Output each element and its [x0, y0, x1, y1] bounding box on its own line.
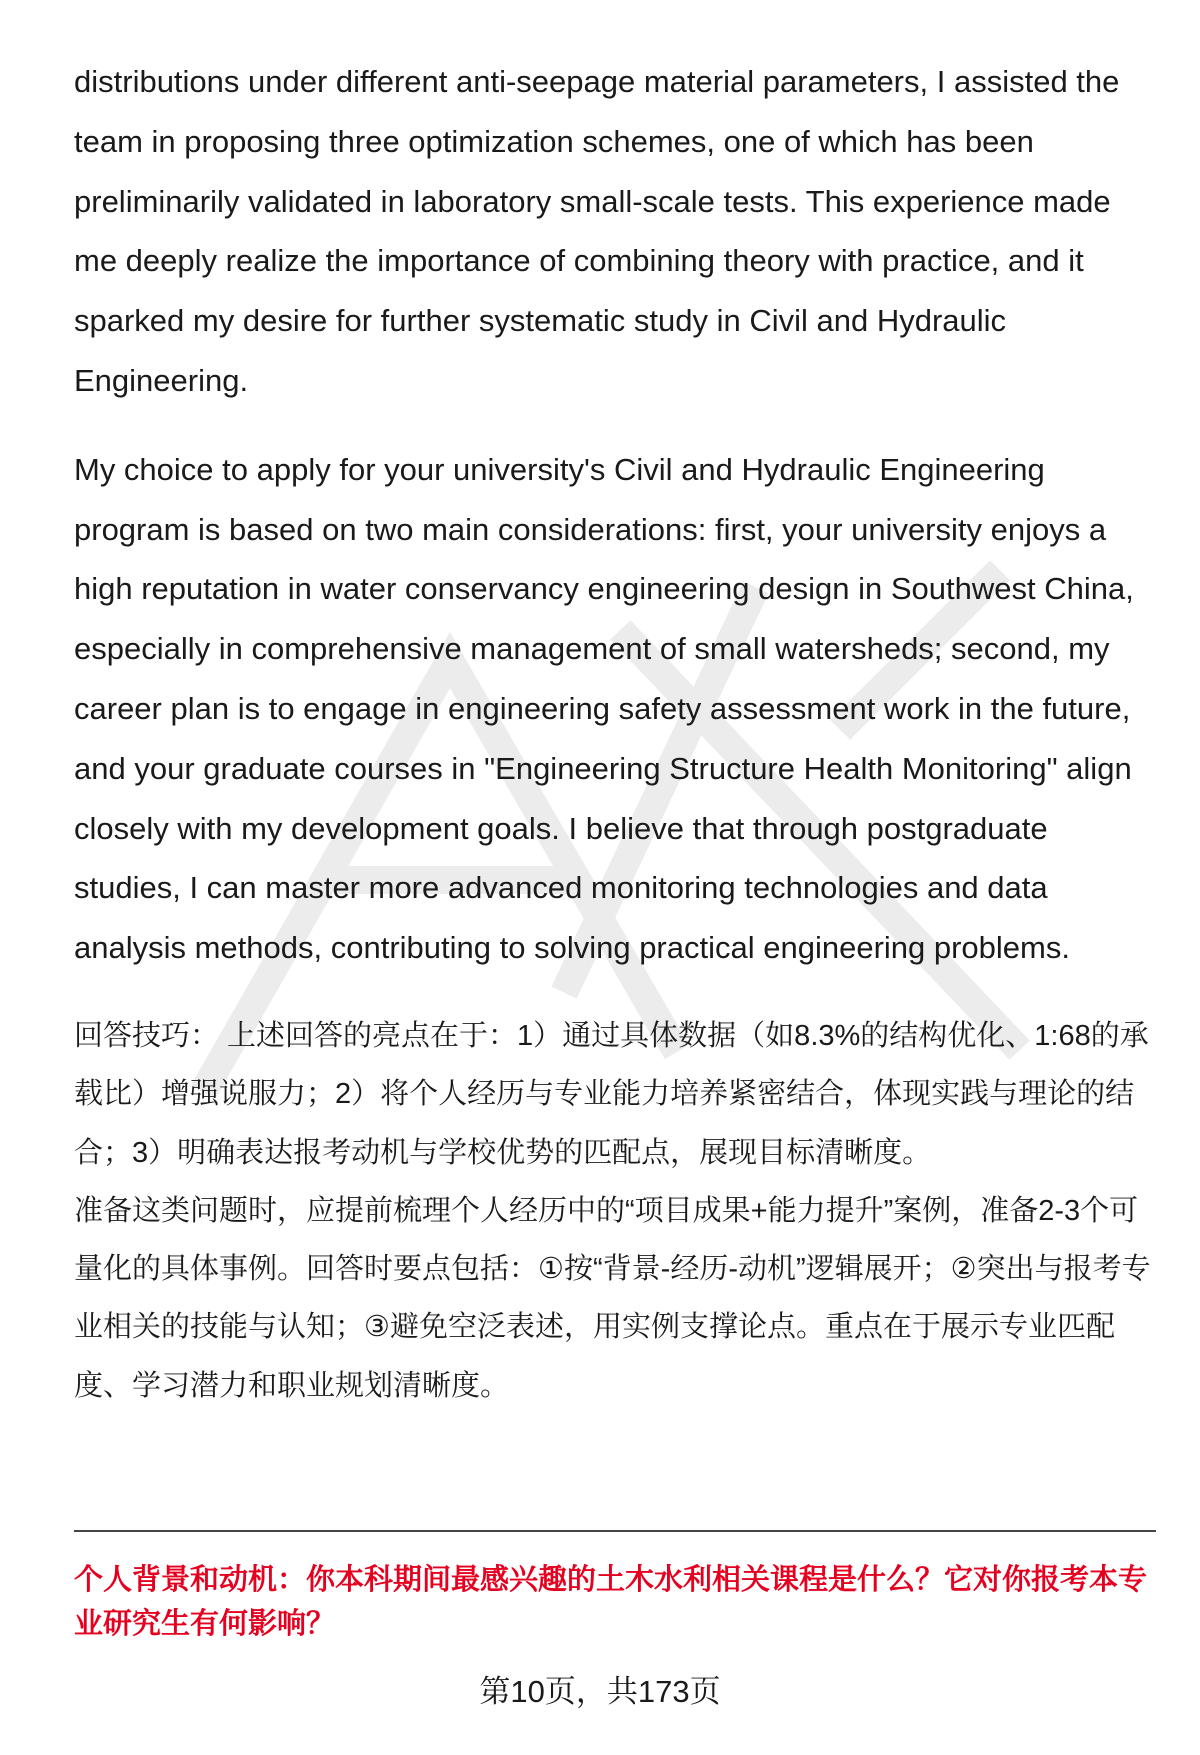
answer-paragraph-2: My choice to apply for your university's Civil and Hydraulic Engineering program is based on two main considerations: first, your university enjoys a high reputation in water conservancy engineering design in Southwest China, especially in comprehensive management of small watersheds; second, my career plan is to engage in engineering safety assessment work in the future, and your graduate courses in "Engineering Structure Health Monitoring" align closely with my development goals. I believe that through postgraduate studies, I can master more advanced monitoring technologies and data analysis methods, contributing to solving practical engineering problems. — [74, 451, 1134, 966]
tip-paragraph-1: 回答技巧： 上述回答的亮点在于：1）通过具体数据（如8.3%的结构优化、1:68的承载比）增强说服力；2）将个人经历与专业能力培养紧密结合，体现实践与理论的结合；3）明确表达报考动机与学校优势的匹配点，展现目标清晰度。 — [74, 1019, 1149, 1169]
section-divider — [74, 1530, 1156, 1532]
page-content — [74, 52, 1154, 1415]
answer-paragraph-1: distributions under different anti-seepage material parameters, I assisted the team in proposing three optimization schemes, one of which has been preliminarily validated in laboratory small-scale tests. This experience made me deeply realize the importance of combining theory with practice, and it sparked my desire for further systematic study in Civil and Hydraulic Engineering. — [74, 64, 1120, 398]
next-question-heading: 个人背景和动机：你本科期间最感兴趣的土木水利相关课程是什么？它对你报考本专业研究生有何影响？ — [74, 1564, 1148, 1640]
tip-paragraph-2: 准备这类问题时，应提前梳理个人经历中的“项目成果+能力提升”案例，准备2-3个可量化的具体事例。回答时要点包括：①按“背景-经历-动机”逻辑展开；②突出与报考专业相关的技能与认知；③避免空泛表述，用实例支撑论点。重点在于展示专业匹配度、学习潜力和职业规划清晰度。 — [74, 1194, 1151, 1402]
answer-tips — [74, 1007, 1154, 1415]
page-number: 第10页，共173页 — [479, 1674, 721, 1709]
